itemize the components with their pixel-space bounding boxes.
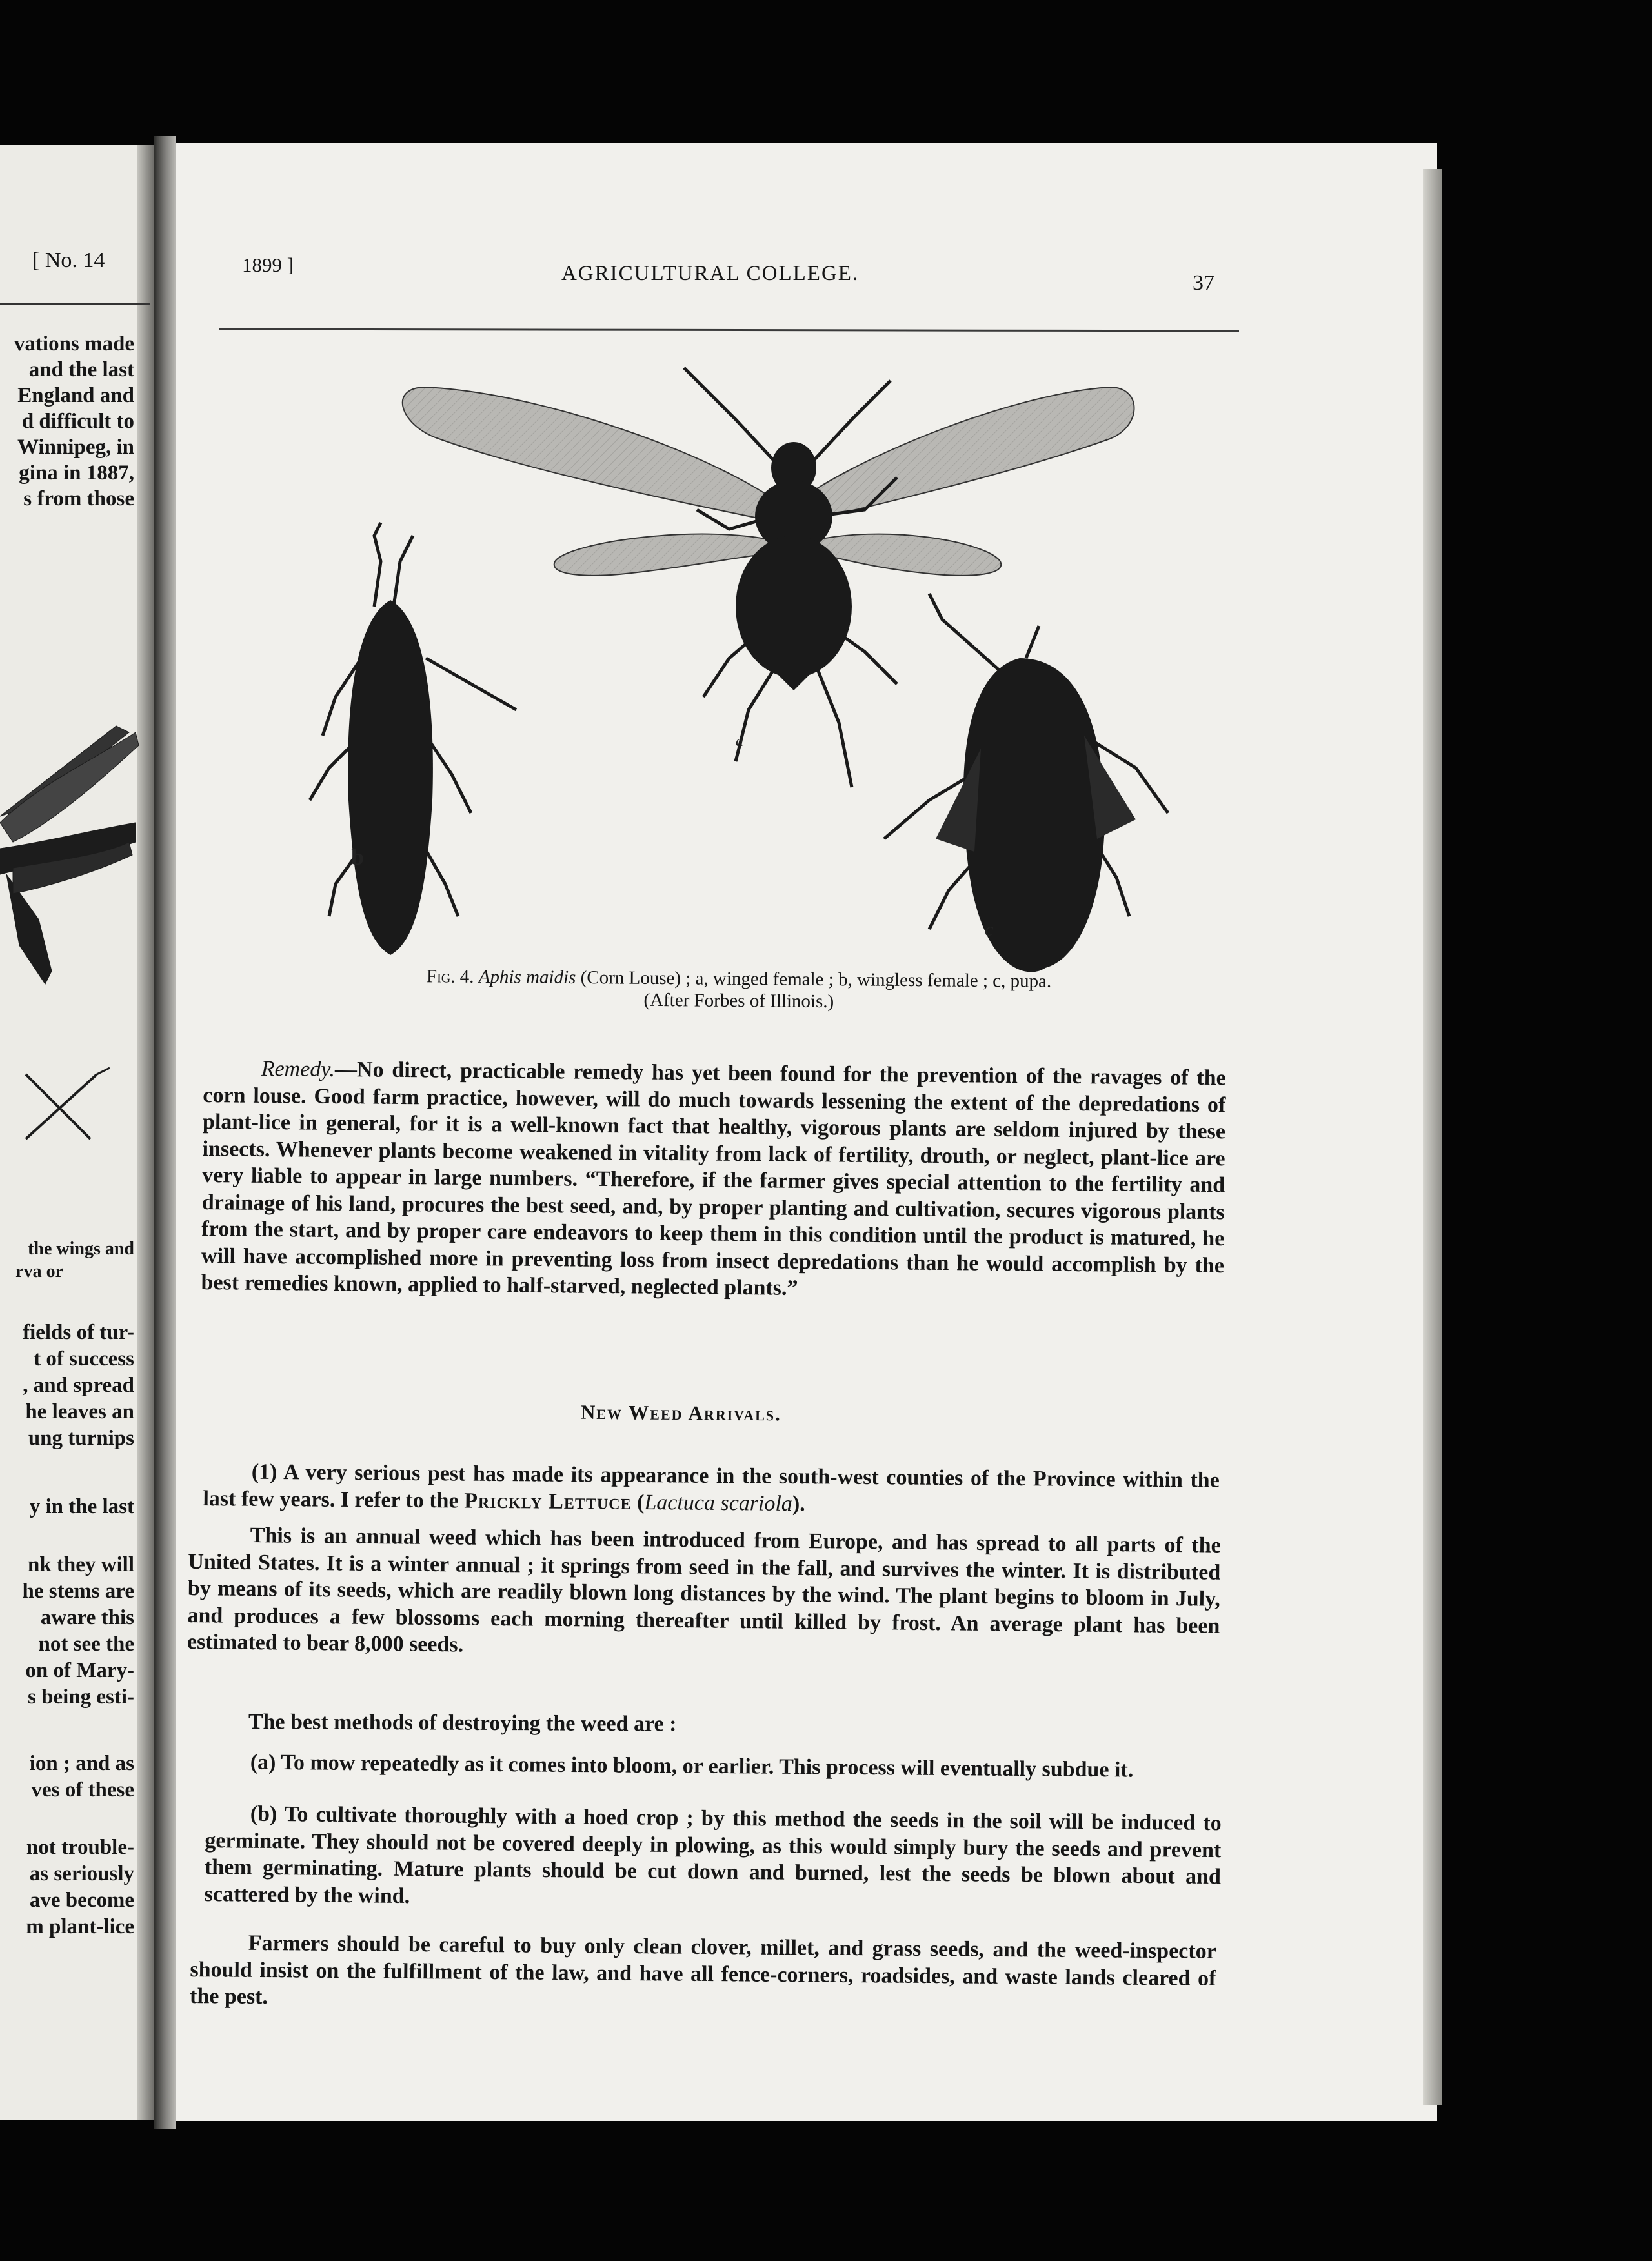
section-heading: New Weed Arrivals.	[580, 1400, 782, 1425]
farmers-paragraph: Farmers should be careful to buy only clean clover, millet, and grass seeds, and the weed-inspector should insist on the fulfillment of the law, and have all fence-corners, roadsides, and waste lands cleared of the pest.	[189, 1931, 1216, 2009]
left-text-line: gina in 1887,	[19, 461, 134, 485]
left-text-line: Winnipeg, in	[17, 436, 134, 459]
remedy-paragraph	[201, 1055, 1226, 1306]
figure-caption	[310, 965, 1168, 1015]
method-b-paragraph	[204, 1800, 1222, 1917]
left-text-line: he stems are	[22, 1580, 134, 1603]
label-b: b	[351, 844, 365, 870]
left-text-line: ave become	[29, 1889, 134, 1912]
left-text-line: ung turnips	[28, 1427, 134, 1450]
label-c: c	[985, 919, 994, 940]
weed-latin-name: Lactuca scariola	[644, 1490, 793, 1516]
method-a-text: To mow repeatedly as it comes into bloom, or earlier. This process will eventually subdue it.	[276, 1750, 1134, 1782]
left-page	[0, 145, 154, 2120]
caption-latin-name: Aphis maidis	[478, 966, 576, 989]
left-text-line: m plant-lice	[26, 1915, 134, 1938]
caption-figure-number: Fig. 4.	[426, 966, 474, 987]
page-number: 37	[1193, 271, 1214, 295]
method-b-label: (b)	[250, 1802, 277, 1827]
method-a-label: (a)	[250, 1750, 276, 1774]
left-page-insect-illustration	[0, 571, 150, 1191]
left-text-line: s from those	[23, 487, 134, 510]
left-text-line: not see the	[38, 1633, 134, 1656]
left-text-line: England and	[17, 384, 134, 407]
label-a: a	[736, 733, 743, 750]
page-edge	[1423, 169, 1442, 2105]
left-text-line: t of success	[34, 1347, 134, 1371]
left-header-rule	[0, 303, 150, 305]
left-text-line: s being esti-	[28, 1685, 134, 1709]
remedy-label: Remedy.	[261, 1056, 336, 1081]
weed-description-paragraph: This is an annual weed which has been introduced from Europe, and has spread to all parts of the United States. It is a winter annual ; it springs from seed in the fall, and survives the winter. It is distributed by means of its seeds, which are readily blown long distances by the wind. The plant begins to bloom in July, and produces a few blossoms each morning thereafter until killed by frost. An average plant has been estimated to bear 8,000 seeds.	[186, 1523, 1221, 1657]
left-text-line: nk they will	[27, 1553, 134, 1576]
left-text-line: and the last	[28, 358, 134, 381]
caption-description: (Corn Louse) ; a, winged female ; b, wingless female ; c, pupa.	[576, 967, 1052, 992]
left-text-line: d difficult to	[21, 410, 134, 433]
weed-intro-text: (1) A very serious pest has made its appearance in the south-west counties of the Province within the last few years. I refer to the	[203, 1460, 1220, 1513]
left-text-line: aware this	[40, 1606, 134, 1629]
left-text-line: ion ; and as	[29, 1752, 134, 1775]
methods-intro: The best methods of destroying the weed are :	[248, 1710, 677, 1736]
left-text-line: vations made	[14, 332, 134, 356]
pupa-figure	[884, 594, 1168, 972]
running-header-year: 1899 ]	[242, 254, 294, 276]
running-header-title: AGRICULTURAL COLLEGE.	[561, 262, 860, 285]
spine-shadow	[154, 136, 176, 2129]
left-text-line: as seriously	[29, 1862, 134, 1885]
left-text-line: not trouble-	[26, 1836, 134, 1859]
left-text-line: y in the last	[29, 1495, 134, 1518]
left-page-number: [ No. 14	[32, 248, 105, 272]
left-text-line: fields of tur-	[23, 1321, 134, 1344]
method-b-text: To cultivate thoroughly with a hoed crop ; by this method the seeds in the soil will be induced to germinate. They should not be covered deeply in plowing, as this would simply bury the seeds and prevent them germinating. Mature plants should be cut down and burned, lest the seeds be blown about and scattered by the wind.	[204, 1802, 1222, 1908]
left-text-line: on of Mary-	[25, 1659, 134, 1682]
left-text-line: ves of these	[31, 1778, 134, 1802]
left-text-line: the wings and	[28, 1239, 134, 1259]
caption-credit: (After Forbes of Illinois.)	[643, 989, 834, 1012]
left-text-line: , and spread	[23, 1374, 134, 1397]
remedy-text: —No direct, practicable remedy has yet been found for the prevention of the ravages of the corn louse. Good farm practice, however, will do much towards lessening the extent of the depredations of plant-lice in general, for it is a well-known fact that healthy, vigorous plants are seldom injured by these insects. Whenever plants become weakened in vitality from lack of fertility, drouth, or neglect, plant-lice are very liable to appear in large numbers. “Therefore, if the farmer gives special attention to the fertility and drainage of his land, procures the best seed, and, by proper planting and cultivation, secures vigorous plants from the start, and by proper care endeavors to keep them in this condition until the product is matured, he will have accomplished more in preventing loss from insect depredations than he would accomplish by the best remedies known, applied to half-starved, neglected plants.”	[201, 1057, 1226, 1300]
aphid-illustration	[284, 348, 1213, 981]
weed-common-name: Prickly Lettuce	[464, 1489, 632, 1514]
left-text-line: he leaves an	[25, 1400, 134, 1423]
weed-intro-paragraph: (1) A very serious pest has made its appearance in the south-west counties of the Province within the last few years. I refer to the Prickly Lettuce (Lactuca scariola).	[203, 1460, 1220, 1516]
left-text-line: rva or	[15, 1261, 63, 1281]
wingless-female-figure	[310, 523, 516, 955]
